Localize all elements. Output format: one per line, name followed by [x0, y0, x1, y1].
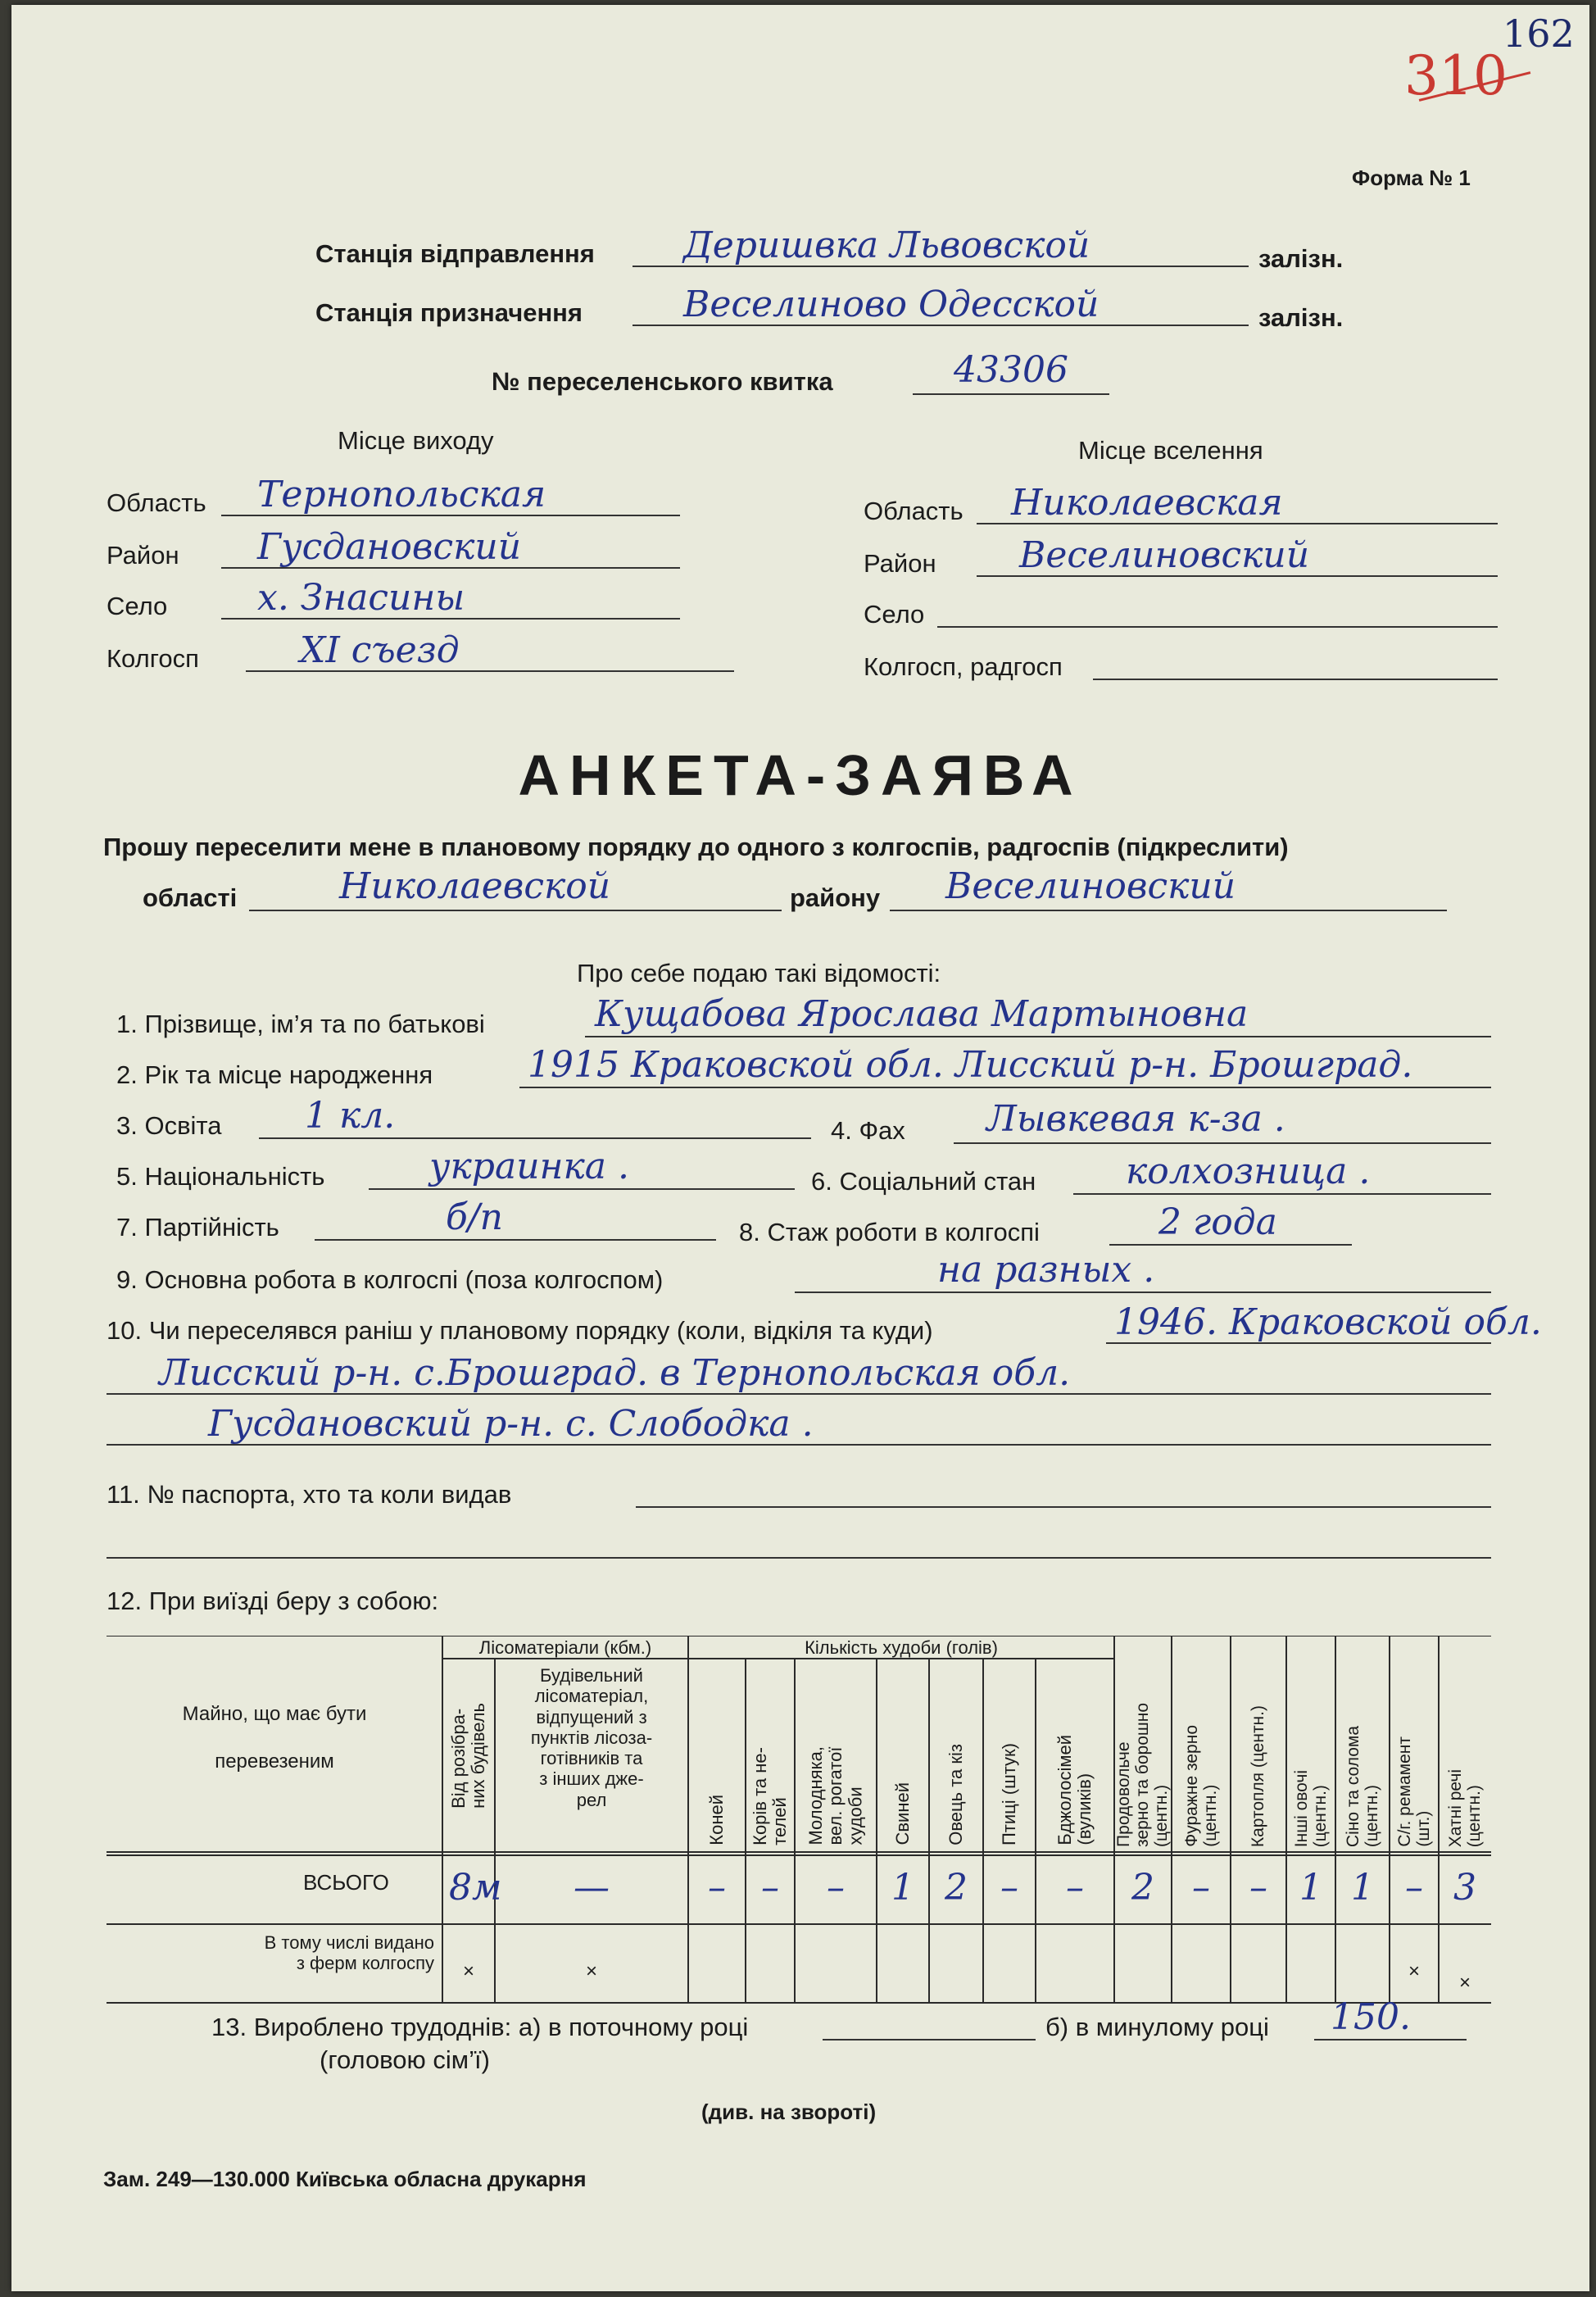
- col-header-food-grain: Продовольче зерно та борошно (центн.): [1114, 1703, 1172, 1847]
- printer-line: Зам. 249—130.000 Київська обласна друкарня: [103, 2167, 587, 2191]
- cell-total-cows: –: [761, 1867, 779, 1909]
- q2-value: 1915 Краковской обл. Лисский р-н. Брошград.: [528, 1044, 1413, 1086]
- col-header-implements: С/г. ремамент (шт.): [1394, 1736, 1433, 1847]
- q3-value: 1 кл.: [305, 1095, 396, 1137]
- dest-raion-value: Веселиновский: [1019, 534, 1310, 576]
- archive-number: 162: [1503, 11, 1575, 56]
- cell-total-hay: 1: [1351, 1867, 1374, 1909]
- q3-line: [259, 1137, 811, 1139]
- ticket-label: № переселенського квитка: [492, 367, 833, 396]
- intro-text: Про себе подаю такі відомості:: [577, 959, 941, 987]
- destination-value: Веселиново Одесской: [683, 284, 1100, 325]
- q11-line2: [107, 1557, 1491, 1559]
- cell-farm-dismantled: ×: [462, 1960, 474, 1982]
- request-oblast-line: [249, 910, 782, 911]
- col-header-pigs: Свиней: [891, 1782, 913, 1845]
- request-oblast-label: області: [143, 883, 238, 912]
- q6-value: колхозница .: [1126, 1151, 1371, 1192]
- q1-label: 1. Прізвище, ім’я та по батькові: [116, 1010, 485, 1038]
- q5-line: [369, 1188, 795, 1190]
- cell-total-horses: –: [708, 1867, 726, 1909]
- col-header-horses: Коней: [705, 1795, 727, 1845]
- dest-selo-line: [937, 626, 1498, 628]
- col-header-building-timber: Будівельний лісоматеріал, відпущений з пунктів лісоза- готівників та з інших дже- рел: [530, 1665, 653, 1810]
- q9-line: [795, 1291, 1491, 1293]
- ticket-value: 43306: [954, 349, 1068, 391]
- cell-farm-implements: ×: [1408, 1960, 1420, 1982]
- col-header-bees: Бджолосімей (вуликів): [1054, 1735, 1095, 1845]
- q13-a-line: [823, 2039, 1036, 2041]
- col-header-household: Хатні речі (центн.): [1445, 1768, 1484, 1847]
- table-group-livestock: Кількість худоби (голів): [805, 1637, 998, 1658]
- ticket-line: [913, 393, 1109, 395]
- destination-label: Станція призначення: [315, 298, 583, 327]
- col-header-dismantled: Від розібра- них будівель: [447, 1702, 488, 1809]
- request-raion-label: району: [790, 883, 881, 912]
- q9-label: 9. Основна робота в колгоспі (поза колгоспом): [116, 1265, 664, 1294]
- q13-label: 13. Вироблено трудоднів: а) в поточному році: [211, 2013, 749, 2041]
- col-header-potatoes: Картопля (центн.): [1249, 1705, 1268, 1847]
- q3-label: 3. Освіта: [116, 1111, 222, 1140]
- cell-total-poultry: –: [1000, 1867, 1018, 1909]
- q13-b-value: 150.: [1331, 1996, 1411, 2038]
- dest-title: Місце вселення: [1078, 436, 1263, 465]
- col-header-sheep: Овець та кіз: [945, 1744, 966, 1845]
- cell-farm-building-timber: ×: [585, 1960, 597, 1982]
- q1-line: [585, 1036, 1491, 1037]
- q5-value: украинка .: [429, 1146, 629, 1187]
- origin-kolhosp-label: Колгосп: [107, 644, 199, 673]
- q10-value-line1: 1946. Краковской обл.: [1114, 1301, 1542, 1343]
- q2-label: 2. Рік та місце народження: [116, 1060, 433, 1089]
- q10-value-line2: Лисский р-н. с.Брошград. в Тернопольская обл.: [159, 1352, 1071, 1394]
- q7-value: б/п: [446, 1196, 504, 1238]
- q13-b-line: [1314, 2039, 1467, 2041]
- q6-label: 6. Соціальний стан: [811, 1167, 1036, 1196]
- q7-label: 7. Партійність: [116, 1213, 279, 1242]
- q6-line: [1073, 1193, 1491, 1195]
- col-header-cows: Корів та не- телей: [749, 1747, 790, 1845]
- departure-suffix: залізн.: [1258, 244, 1344, 273]
- origin-oblast-value: Тернопольская: [257, 474, 546, 515]
- departure-label: Станція відправлення: [315, 239, 595, 268]
- cell-farm-household: ×: [1458, 1972, 1471, 1994]
- q5-label: 5. Національність: [116, 1162, 325, 1191]
- q7-line: [315, 1239, 716, 1241]
- see-back: (див. на звороті): [701, 2100, 877, 2124]
- col-header-fodder-grain: Фуражне зерно (центн.): [1181, 1725, 1220, 1847]
- form-number: Форма № 1: [1352, 166, 1471, 190]
- dest-raion-label: Район: [864, 549, 936, 578]
- archive-old-number: 310: [1404, 44, 1508, 107]
- q11-line: [636, 1506, 1491, 1508]
- q9-value: на разных .: [937, 1249, 1155, 1291]
- cell-total-building-timber: —: [574, 1867, 610, 1909]
- cell-total-bees: –: [1066, 1867, 1084, 1909]
- q10-label: 10. Чи переселявся раніш у плановому порядку (коли, відкіля та куди): [107, 1316, 933, 1345]
- q13-b-label: б) в минулому році: [1045, 2013, 1269, 2041]
- request-text: Прошу переселити мене в плановому порядку до одного з колгоспів, радгоспів (підкреслити): [103, 833, 1289, 861]
- cell-total-fodder-grain: –: [1192, 1867, 1210, 1909]
- dest-oblast-value: Николаевская: [1011, 482, 1283, 524]
- q13-sub: (головою сім’ї): [320, 2045, 490, 2074]
- cell-total-household: 3: [1453, 1867, 1476, 1909]
- cell-total-implements: –: [1405, 1867, 1423, 1909]
- col-header-vegetables: Інші овочі (центн.): [1291, 1769, 1330, 1847]
- origin-selo-value: х. Знасины: [257, 577, 465, 619]
- q11-label: 11. № паспорта, хто та коли видав: [107, 1480, 512, 1509]
- origin-raion-value: Гусдановский: [257, 526, 522, 568]
- q1-value: Кущабова Ярослава Мартыновна: [595, 993, 1249, 1035]
- dest-kolhosp-label: Колгосп, радгосп: [864, 652, 1063, 681]
- destination-suffix: залізн.: [1258, 303, 1344, 332]
- q10-line1: [1106, 1342, 1491, 1344]
- request-raion-line: [890, 910, 1447, 911]
- cell-total-potatoes: –: [1249, 1867, 1267, 1909]
- col-header-hay: Сіно та солома (центн.): [1343, 1725, 1381, 1847]
- table-main-header-2: перевезеним: [215, 1750, 334, 1773]
- cell-total-food-grain: 2: [1131, 1867, 1154, 1909]
- cell-total-pigs: 1: [891, 1867, 914, 1909]
- cell-total-young-cattle: –: [827, 1867, 845, 1909]
- col-header-poultry: Птиці (штук): [998, 1742, 1019, 1845]
- q10-value-line3: Гусдановский р-н. с. Слободка .: [208, 1403, 814, 1445]
- dest-selo-label: Село: [864, 600, 925, 629]
- origin-oblast-label: Область: [107, 488, 206, 517]
- col-header-young-cattle: Молодняка, вел. рогатої худоби: [805, 1746, 866, 1845]
- cell-total-vegetables: 1: [1299, 1867, 1322, 1909]
- form-title: АНКЕТА-ЗАЯВА: [518, 743, 1083, 807]
- departure-value: Деришвка Львовской: [683, 225, 1090, 266]
- request-raion-value: Веселиновский: [945, 865, 1236, 907]
- q8-value: 2 года: [1158, 1201, 1277, 1243]
- request-oblast-value: Николаевской: [339, 865, 611, 907]
- cell-total-sheep: 2: [945, 1867, 968, 1909]
- q2-line: [519, 1087, 1491, 1088]
- cell-total-dismantled: 8м: [449, 1867, 502, 1909]
- q4-label: 4. Фах: [831, 1116, 905, 1145]
- dest-kolhosp-line: [1093, 679, 1498, 680]
- q8-label: 8. Стаж роботи в колгоспі: [739, 1218, 1040, 1246]
- origin-raion-label: Район: [107, 541, 179, 570]
- q4-value: Лывкевая к-за .: [986, 1098, 1285, 1140]
- q8-line: [1109, 1244, 1352, 1246]
- row-farm-label: В тому числі видано з ферм колгоспу: [264, 1932, 434, 1974]
- dest-oblast-label: Область: [864, 497, 963, 525]
- origin-title: Місце виходу: [338, 426, 494, 455]
- row-total-label: ВСЬОГО: [303, 1870, 389, 1895]
- origin-selo-label: Село: [107, 592, 168, 620]
- origin-kolhosp-value: XI съезд: [300, 629, 460, 671]
- table-group-timber: Лісоматеріали (кбм.): [478, 1637, 652, 1658]
- q12-label: 12. При виїзді беру з собою:: [107, 1587, 439, 1615]
- document-page: [11, 5, 1589, 2291]
- property-table: [107, 1636, 1491, 2037]
- q4-line: [954, 1142, 1491, 1144]
- table-main-header: Майно, що має бути: [182, 1703, 367, 1725]
